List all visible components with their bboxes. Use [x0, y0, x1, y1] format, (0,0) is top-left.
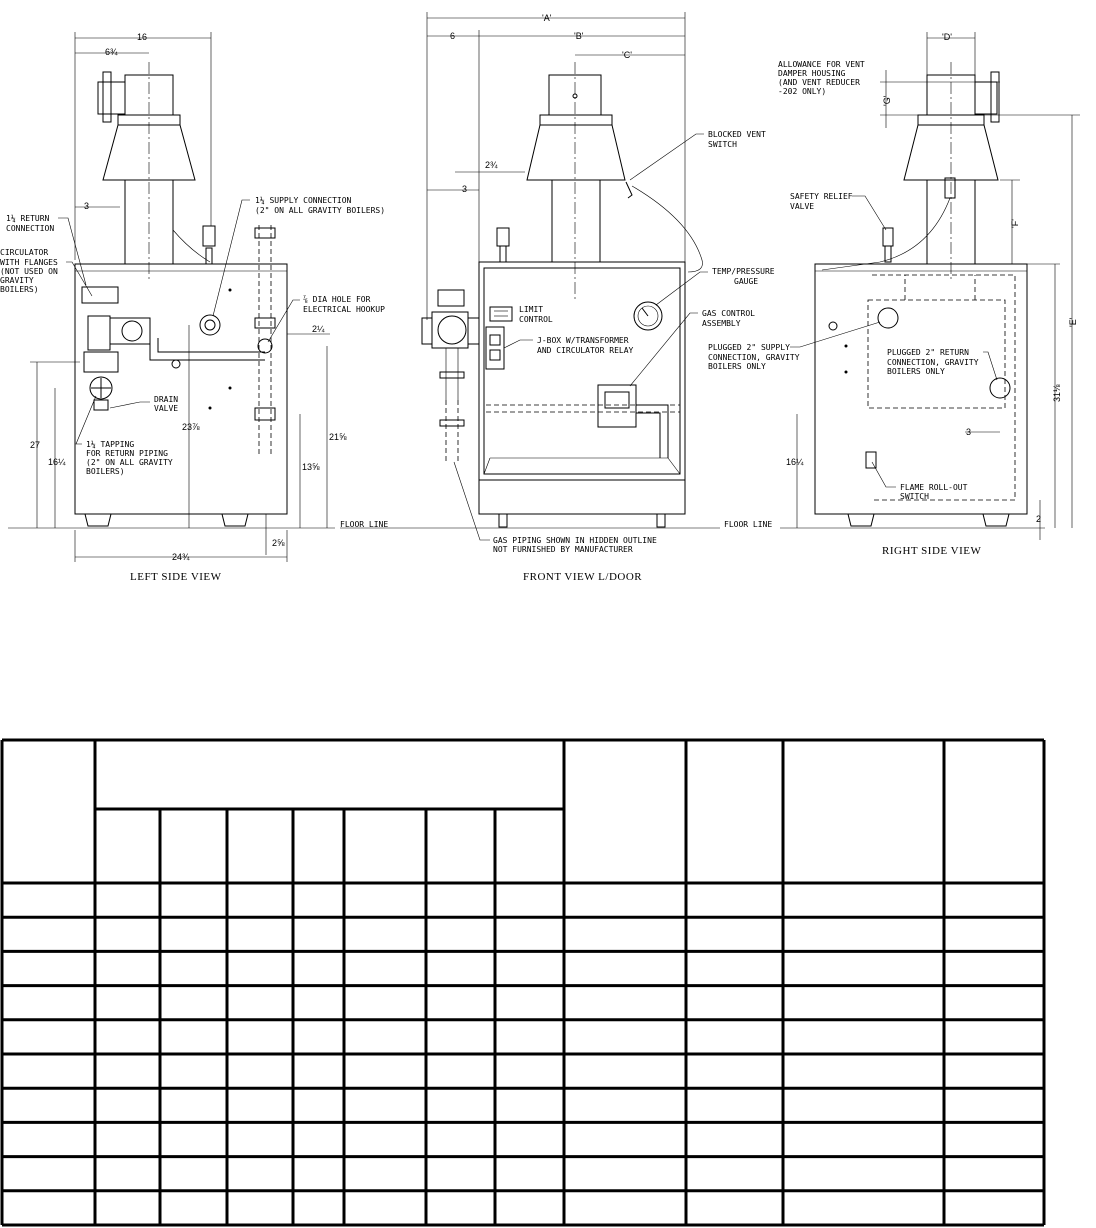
label-tapping-2: FOR RETURN PIPING — [86, 449, 168, 458]
label-tapping-3: (2" ON ALL GRAVITY — [86, 458, 173, 467]
dim-h31: 31⅛ — [1052, 384, 1062, 402]
label-jbox-2: AND CIRCULATOR RELAY — [537, 346, 634, 355]
label-circulator-1: CIRCULATOR — [0, 248, 49, 257]
label-hole-2: ELECTRICAL HOOKUP — [303, 305, 385, 314]
label-allowance-2: DAMPER HOUSING — [778, 69, 846, 78]
dim-width-top: 16 — [137, 32, 148, 42]
dim-A: 'A' — [542, 13, 552, 23]
label-allowance-4: -202 ONLY) — [778, 87, 827, 96]
dimension-table — [0, 737, 1046, 1227]
label-floor-line-left: FLOOR LINE — [340, 520, 389, 529]
label-drain-2: VALVE — [154, 404, 179, 413]
dim-h21: 21⅝ — [329, 432, 347, 442]
front-view-title: FRONT VIEW L/DOOR — [523, 571, 643, 583]
label-relief-1: SAFETY RELIEF — [790, 192, 853, 201]
label-jbox-1: J-BOX W/TRANSFORMER — [537, 336, 629, 345]
label-circulator-2: WITH FLANGES — [0, 258, 58, 267]
dim-G: 'G' — [882, 95, 892, 106]
label-allowance-1: ALLOWANCE FOR VENT — [778, 60, 865, 69]
label-plugged-supply-1: PLUGGED 2" SUPPLY — [708, 343, 790, 352]
dim-h13: 13⅝ — [302, 462, 320, 472]
label-temp-2: GAUGE — [734, 277, 759, 286]
right-side-view — [708, 32, 1080, 557]
label-blocked-2: SWITCH — [708, 140, 737, 149]
dim-return-offset: 3 — [84, 201, 90, 211]
label-gas-2: ASSEMBLY — [702, 319, 741, 328]
dim-two: 2 — [1036, 514, 1042, 524]
label-circulator-4: GRAVITY — [0, 276, 34, 285]
label-limit-1: LIMIT — [519, 305, 544, 314]
dim-right-offset: 2¼ — [312, 324, 325, 334]
label-gas-1: GAS CONTROL — [702, 309, 755, 318]
dim-C: 'C' — [622, 50, 632, 60]
label-hole-1: ⅞ DIA HOLE FOR — [303, 295, 371, 304]
dim-flue-offset: 6¾ — [105, 47, 118, 57]
label-relief-2: VALVE — [790, 202, 815, 211]
label-tapping-4: BOILERS) — [86, 467, 125, 476]
label-plugged-return-1: PLUGGED 2" RETURN — [887, 348, 969, 357]
dim-h2: 2⅝ — [272, 538, 285, 548]
front-view — [340, 12, 775, 583]
label-plugged-return-3: BOILERS ONLY — [887, 367, 945, 376]
label-temp-1: TEMP/PRESSURE — [712, 267, 775, 276]
dim-six: 6 — [450, 31, 456, 41]
dim-B: 'B' — [574, 31, 584, 41]
label-supply-1: 1¼ SUPPLY CONNECTION — [255, 196, 352, 205]
label-flame-rollout-2: SWITCH — [900, 492, 929, 501]
dim-h16-right: 16¼ — [786, 457, 804, 467]
label-plugged-supply-2: CONNECTION, GRAVITY — [708, 353, 800, 362]
label-return-conn-2: CONNECTION — [6, 224, 55, 233]
label-allowance-3: (AND VENT REDUCER — [778, 78, 860, 87]
label-circulator-3: (NOT USED ON — [0, 267, 58, 276]
label-return-conn-1: 1¼ RETURN — [6, 214, 50, 223]
dim-width-bottom: 24¾ — [172, 552, 190, 562]
dim-three-right: 3 — [966, 427, 972, 437]
dim-h27: 27 — [30, 440, 41, 450]
label-plugged-return-2: CONNECTION, GRAVITY — [887, 358, 979, 367]
label-tapping-1: 1¼ TAPPING — [86, 440, 135, 449]
table-grid — [2, 740, 1044, 1225]
label-limit-2: CONTROL — [519, 315, 553, 324]
left-side-view-title: LEFT SIDE VIEW — [130, 571, 222, 583]
dim-F: 'F' — [1010, 219, 1020, 228]
dim-h16: 16¼ — [48, 457, 66, 467]
dim-D: 'D' — [942, 32, 952, 42]
dim-two-three-quarter: 2¾ — [485, 160, 498, 170]
left-side-view — [0, 32, 388, 583]
dim-three: 3 — [462, 184, 468, 194]
label-gas-piping-2: NOT FURNISHED BY MANUFACTURER — [493, 545, 633, 554]
label-drain-1: DRAIN — [154, 395, 179, 404]
label-plugged-supply-3: BOILERS ONLY — [708, 362, 766, 371]
dim-h23: 23⅞ — [182, 422, 200, 432]
label-circulator-5: BOILERS) — [0, 285, 39, 294]
label-blocked-1: BLOCKED VENT — [708, 130, 766, 139]
label-floor-line-front: FLOOR LINE — [724, 520, 773, 529]
dim-E: 'E' — [1068, 317, 1078, 327]
label-gas-piping-1: GAS PIPING SHOWN IN HIDDEN OUTLINE — [493, 536, 657, 545]
right-side-view-title: RIGHT SIDE VIEW — [882, 545, 982, 557]
label-flame-rollout-1: FLAME ROLL-OUT — [900, 483, 968, 492]
label-supply-2: (2" ON ALL GRAVITY BOILERS) — [255, 206, 386, 215]
